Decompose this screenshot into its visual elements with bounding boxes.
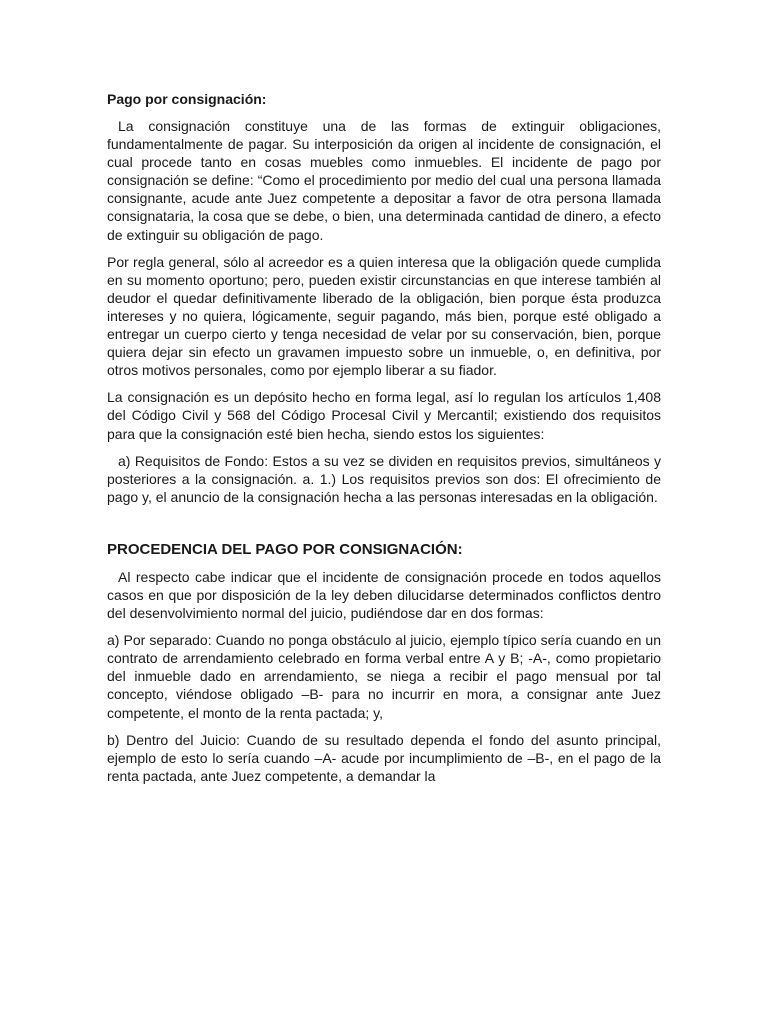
paragraph: La consignación constituye una de las formas de extinguir obligaciones, fundamentalmente de pagar. Su interposición da origen al incidente de consignación, el cual procede tanto en cosas muebles como inmuebles. El incidente de pago por consignación se define: “Como el procedimiento por medio del cual una persona llamada consignante, acude ante Juez competente a depositar a favor de otra persona llamada consignataria, la cosa que se debe, o bien, una determinada cantidad de dinero, a efecto de extinguir su obligación de pago. [107,118,661,243]
section-heading: Pago por consignación: [107,91,267,107]
paragraph: a) Requisitos de Fondo: Estos a su vez se dividen en requisitos previos, simultáneos y posteriores a la consignación. a. 1.) Los requisitos previos son dos: El ofrecimiento de pago y, el anuncio de la consignación hecha a las personas interesadas en la obligación. [107,452,661,505]
section-heading: PROCEDENCIA DEL PAGO POR CONSIGNACIÓN: [107,540,463,558]
section-spacer [107,515,661,541]
paragraph: Por regla general, sólo al acreedor es a quien interesa que la obligación quede cumplida en su momento oportuno; pero, pueden existir circunstancias en que interese también al deudor el quedar definitivamente liberado de la obligación, bien porque ésta produzca intereses y no quiera, lógicamente, seguir pagando, más bien, porque esté obligado a entregar un cuerpo cierto y tenga necesidad de velar por su conservación, bien, porque quiera dejar sin efecto un gravamen impuesto sobre un inmueble, o, en definitiva, por otros motivos personales, como por ejemplo liberar a su fiador. [107,253,661,379]
paragraph: Al respecto cabe indicar que el incidente de consignación procede en todos aquellos casos en que por disposición de la ley deben dilucidarse determinados conflictos dentro del desenvolvimiento normal del juicio, pudiéndose dar en dos formas: [107,568,661,622]
paragraph: La consignación es un depósito hecho en forma legal, así lo regulan los artículos 1,408 del Código Civil y 568 del Código Procesal Civil y Mercantil; existiendo dos requisitos para que la consignación esté bien hecha, siendo estos los siguientes: [107,389,661,442]
document-page [107,90,661,794]
paragraph: a) Por separado: Cuando no ponga obstáculo al juicio, ejemplo típico sería cuando en un contrato de arrendamiento celebrado en forma verbal entre A y B; -A-, como propietario del inmueble dado en arrendamiento, se niega a recibir el pago mensual por tal concepto, viéndose obligado –B- para no incurrir en mora, a consignar ante Juez competente, el monto de la renta pactada; y, [107,632,661,721]
paragraph: b) Dentro del Juicio: Cuando de su resultado dependa el fondo del asunto principal, ejemplo de esto lo sería cuando –A- acude por incumplimiento de –B-, en el pago de la renta pactada, ante Juez competente, a demandar la [107,731,661,784]
